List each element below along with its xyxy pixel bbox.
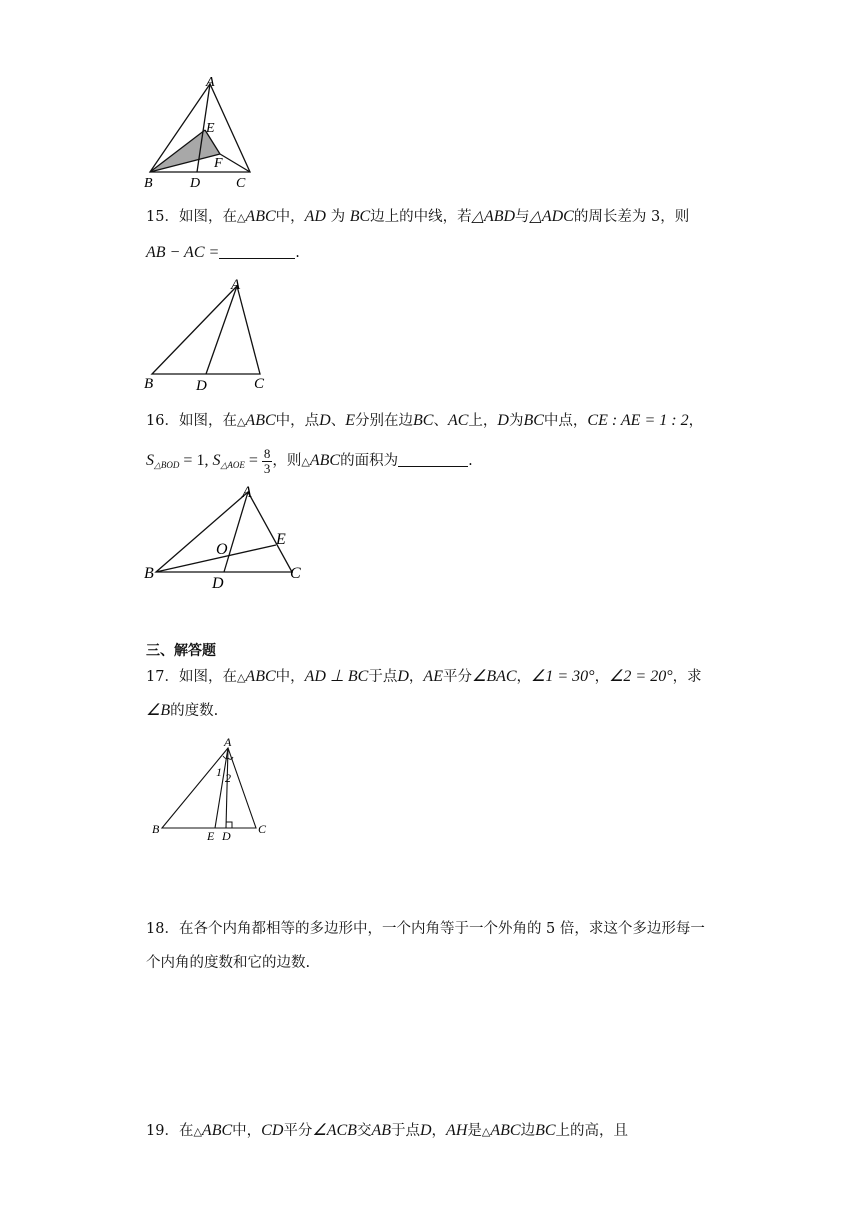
- figure-4-triangle-altitude-bisector: [146, 734, 276, 846]
- q19-line1: 19．在△ABC中，CD平分∠ACB交AB于点D，AH是△ABC边BC上的高，且: [146, 1122, 629, 1139]
- q16-line1: 16．如图，在△ABC中，点D、E分别在边BC、AC上，D为BC中点，CE : AE = 1 : 2，: [146, 412, 704, 429]
- label-B: B: [144, 565, 154, 582]
- label-C: C: [258, 822, 267, 836]
- answer-blank[interactable]: [219, 244, 295, 259]
- label-A: A: [206, 75, 215, 90]
- label-C: C: [254, 376, 265, 392]
- q17-line2: ∠B的度数.: [146, 702, 219, 719]
- figure-3-triangle-cevians: [140, 482, 310, 592]
- q15-line1: 15．如图，在△ABC中，AD 为 BC边上的中线，若△ABD与△ADC的周长差为 3，则: [146, 208, 690, 225]
- label-A: A: [224, 735, 232, 749]
- q17-line1: 17．如图，在△ABC中，AD ⊥ BC于点D，AE平分∠BAC，∠1 = 30°，∠2 = 20°，求: [146, 668, 702, 685]
- q18-line2: 个内角的度数和它的边数.: [146, 955, 311, 971]
- label-E: E: [276, 531, 286, 548]
- q15-line2: AB − AC = .: [146, 244, 300, 261]
- label-2: 2: [225, 771, 231, 785]
- figure-1-triangle-shaded: [140, 74, 260, 192]
- label-F: F: [214, 156, 223, 171]
- label-B: B: [144, 176, 153, 191]
- q18-line1: 18．在各个内角都相等的多边形中，一个内角等于一个外角的 5 倍，求这个多边形每一: [146, 921, 705, 937]
- label-D: D: [222, 829, 231, 843]
- label-C: C: [236, 176, 246, 191]
- label-1: 1: [216, 765, 222, 779]
- label-D: D: [196, 378, 207, 392]
- label-O: O: [216, 541, 228, 558]
- label-B: B: [152, 822, 160, 836]
- label-D: D: [190, 176, 201, 191]
- fraction-8-3: $\frac{8}{3}$: [263, 445, 271, 476]
- label-A: A: [242, 484, 252, 501]
- section-heading: 三、解答题: [146, 643, 216, 659]
- answer-blank[interactable]: [398, 452, 468, 467]
- label-D: D: [212, 575, 224, 592]
- label-E: E: [206, 121, 215, 136]
- label-B: B: [144, 376, 154, 392]
- figure-2-triangle-median: [140, 276, 280, 392]
- q16-line2: $S_{\triangle BOD} = 1$, $S_{\triangle AOE}$ = $\frac{8}{3}$ ，则△ABC的面积为 .: [146, 445, 473, 476]
- label-C: C: [290, 565, 301, 582]
- label-A: A: [231, 277, 241, 293]
- label-E: E: [207, 829, 215, 843]
